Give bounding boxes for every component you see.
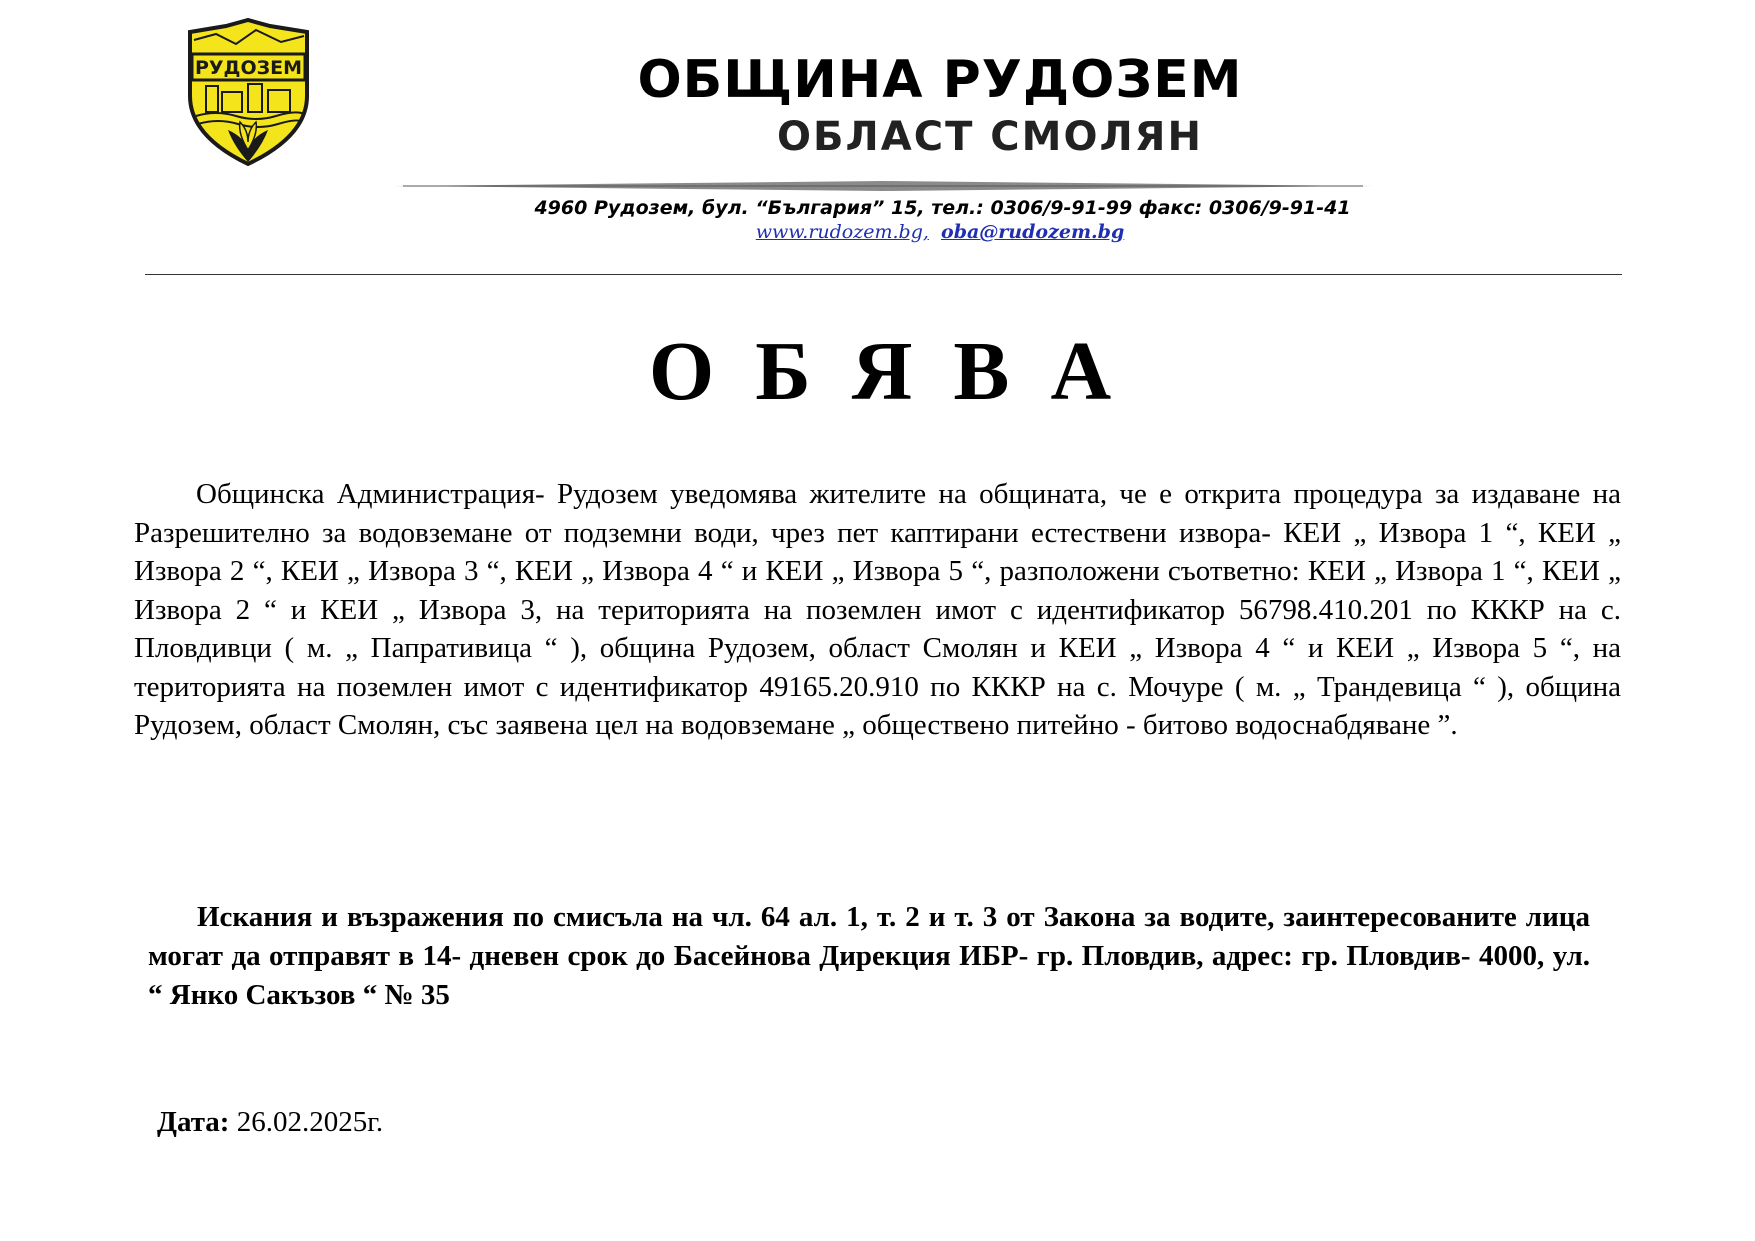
date-label: Дата: <box>157 1106 230 1138</box>
links-line <box>0 220 1755 244</box>
contact-line: 4960 Рудозем, бул. “България” 15, тел.: 0306/9-91-99 факс: 0306/9-91-41 <box>534 197 1351 219</box>
website-link[interactable]: www.rudozem.bg, <box>755 221 929 243</box>
email-link[interactable]: oba@rudozem.bg <box>941 221 1125 243</box>
date-line <box>157 1102 383 1142</box>
requests-paragraph: Искания и възражения по смисъла на чл. 64 ал. 1, т. 2 и т. 3 от Закона за водите, заинтересованите лица могат да отправят в 14- дневен срок до Басейнова Дирекция ИБР- гр. Пловдив, адрес: гр. Пловдив- 4000, ул. “ Янко Сакъзов “ № 35 <box>148 901 1590 1011</box>
announcement-paragraph: Общинска Администрация- Рудозем уведомява жителите на общината, че е открита процедура за издаване на Разрешително за водовземане от подземни води, чрез пет каптирани естествени извора- КЕИ „ Извора 1 “, КЕИ „ Извора 2 “, КЕИ „ Извора 3 “, КЕИ „ Извора 4 “ и КЕИ „ Извора 5 “, разположени съответно: КЕИ „ Извора 1 “, КЕИ „ Извора 2 “ и КЕИ „ Извора 3, на територията на поземлен имот с идентификатор 56798.410.201 по КККР на с. Пловдивци ( м. „ Папративица “ ), община Рудозем, област Смолян и КЕИ „ Извора 4 “ и КЕИ „ Извора 5 “, на територията на поземлен имот с идентификатор 49165.20.910 по КККР на с. Мочуре ( м. „ Трандевица “ ), община Рудозем, област Смолян, със заявена цел на водовземане „ обществено питейно - битово водоснабдяване ”. <box>134 478 1621 741</box>
document-heading: О Б Я В А <box>648 325 1122 418</box>
header-decorative-rule <box>393 181 1373 191</box>
municipality-title: ОБЩИНА РУДОЗЕМ <box>637 50 1243 110</box>
date-value: 26.02.2025г. <box>229 1106 384 1138</box>
separator-line <box>145 274 1622 275</box>
region-subtitle: ОБЛАСТ СМОЛЯН <box>777 114 1203 160</box>
logo-text: РУДОЗЕМ <box>194 57 303 79</box>
